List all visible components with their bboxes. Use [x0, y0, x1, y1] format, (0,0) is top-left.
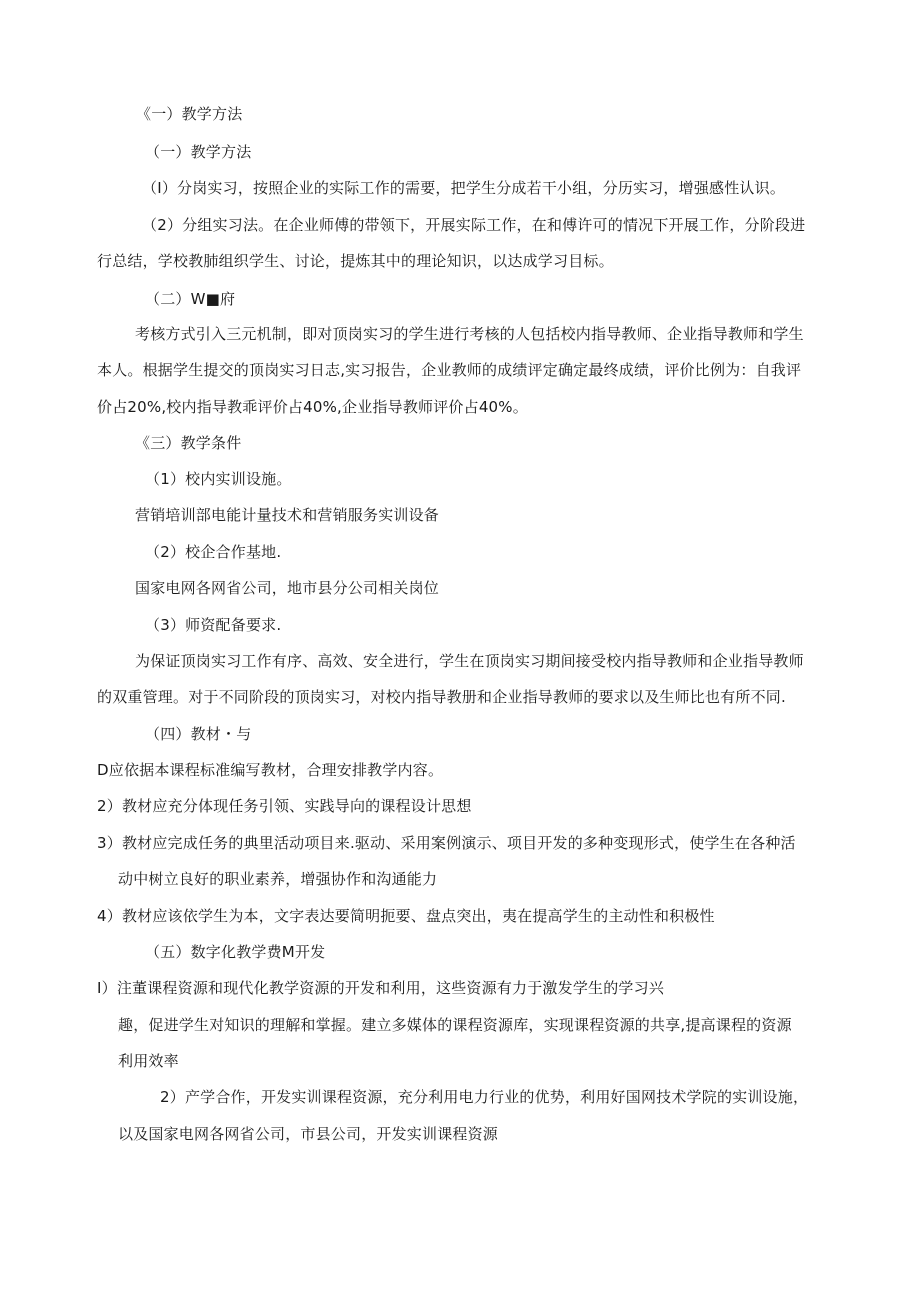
list-item: 2）教材应充分体现任务引领、实践导向的课程设计思想: [97, 797, 472, 815]
list-item: （2）校企合作基地.: [145, 543, 282, 561]
paragraph-line: （2）分组实习法。在企业师傅的带领下，开展实际工作，在和傅许可的情况下开展工作，分阶段进: [142, 216, 806, 234]
list-item: （3）师资配备要求.: [145, 616, 282, 634]
paragraph-line: （I）分岗实习，按照企业的实际工作的需要，把学生分成若干小组，分历实习，增强感性认识。: [142, 179, 786, 197]
paragraph-line: 利用效率: [118, 1052, 179, 1070]
list-item: I）注董课程资源和现代化教学资源的开发和利用，这些资源有力于激发学生的学习兴: [97, 979, 665, 997]
section-heading-teaching-conditions: 《三）教学条件: [135, 434, 242, 452]
subsection-heading-digital-resources: （五）数字化教学费M开发: [145, 943, 326, 961]
paragraph-line: 国家电网各网省公司，地市县分公司相关岗位: [135, 579, 440, 597]
paragraph-line: 营销培训部电能计量技术和营销服务实训设备: [135, 506, 440, 524]
paragraph-line: 为保证顶岗实习工作有序、高效、安全进行，学生在顶岗实习期间接受校内指导教师和企业指导教师: [135, 652, 804, 670]
paragraph-line: 行总结，学校教肺组织学生、讨论，提炼其中的理论知识，以达成学习目标。: [97, 252, 614, 270]
section-heading-teaching-method: 《一）教学方法: [136, 105, 243, 123]
list-item: 2）产学合作，开发实训课程资源，充分利用电力行业的优势，利用好国网技术学院的实训设施，: [160, 1088, 809, 1106]
paragraph-line: 趣，促进学生对知识的理解和掌握。建立多媒体的课程资源库，实现课程资源的共享,提高课程的资源: [118, 1016, 792, 1034]
subsection-heading-textbooks: （四）教材・与: [145, 725, 252, 743]
paragraph-line: 的双重管理。对于不同阶段的顶岗实习，对校内指导教册和企业指导教师的要求以及生师比也有所不同.: [97, 688, 786, 706]
subsection-heading-teaching-method: （一）教学方法: [145, 143, 252, 161]
paragraph-line: 本人。根据学生提交的顶岗实习日志,实习报告，企业教师的成绩评定确定最终成绩，评价比例为：自我评: [97, 361, 802, 379]
paragraph-line: 考核方式引入三元机制，即对顶岗实习的学生进行考核的人包括校内指导教师、企业指导教师和学生: [135, 325, 804, 343]
subsection-heading-assessment: （二）W■府: [145, 290, 236, 308]
list-item: 4）教材应该依学生为本，文字表达要简明扼要、盘点突出，夷在提高学生的主动性和积极性: [97, 907, 715, 925]
list-item: D应依据本课程标准编写教材，合理安排教学内容。: [97, 761, 444, 779]
paragraph-line: 动中树立良好的职业素养，增强协作和沟通能力: [118, 870, 438, 888]
paragraph-line: 以及国家电网各网省公司，市县公司，开发实训课程资源: [118, 1125, 499, 1143]
list-item: （1）校内实训设施。: [145, 470, 292, 488]
paragraph-line: 价占20%,校内指导教乖评价占40%,企业指导教师评价占40%。: [97, 398, 528, 416]
list-item: 3）教材应完成任务的典里活动项目来.驱动、采用案例演示、项目开发的多种变现形式，使学生在各种活: [97, 834, 796, 852]
